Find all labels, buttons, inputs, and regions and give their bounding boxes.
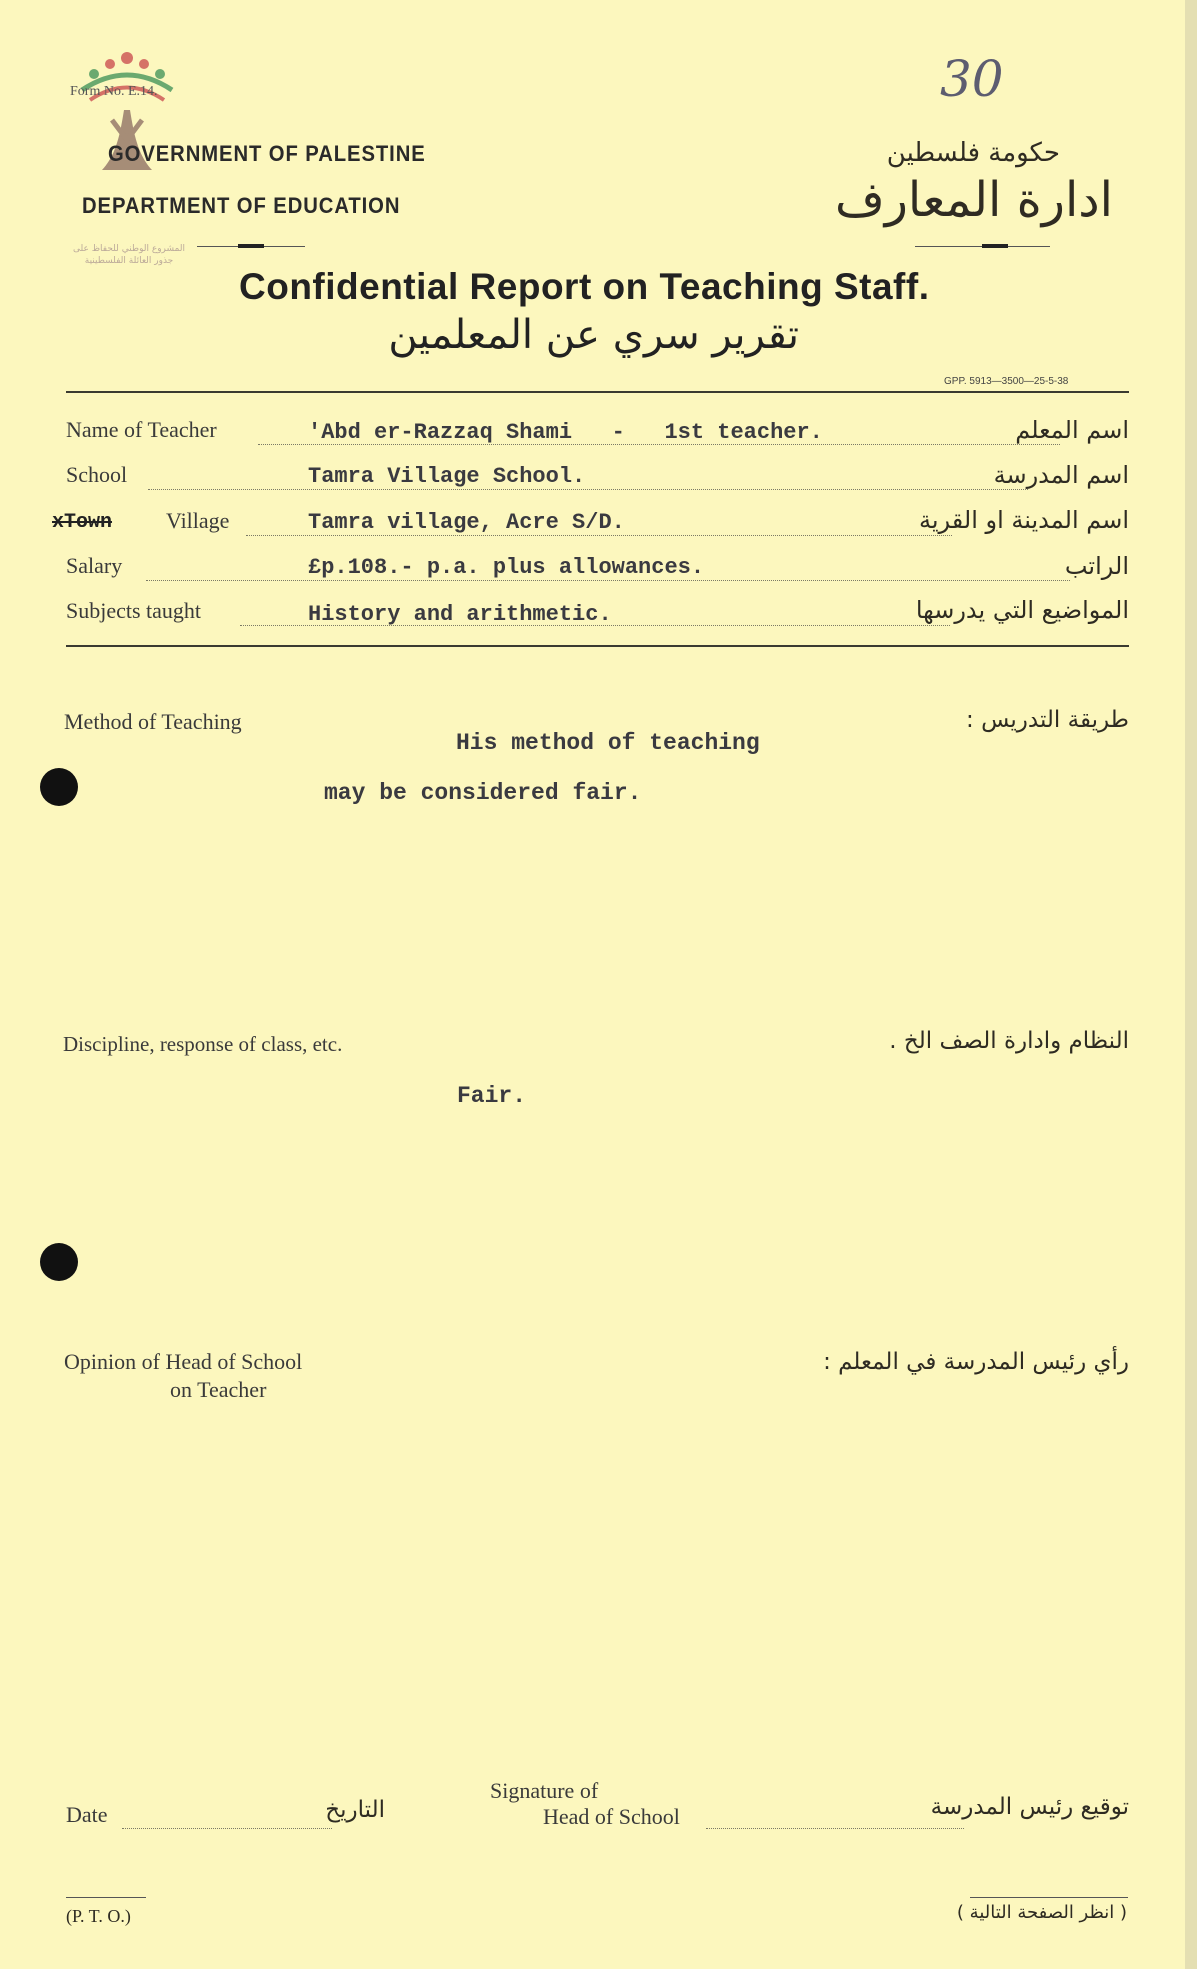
salary-label-ar: الراتب xyxy=(1064,552,1129,580)
report-title-en: Confidential Report on Teaching Staff. xyxy=(239,266,930,307)
signature-dots xyxy=(706,1828,964,1829)
department-title-en: DEPARTMENT OF EDUCATION xyxy=(82,193,401,218)
page-edge-shadow xyxy=(1185,0,1197,1969)
top-divider xyxy=(66,391,1129,393)
date-label: Date xyxy=(66,1802,108,1827)
watermark-caption: المشروع الوطني للحفاظ على جذور العائلة الفلسطينية xyxy=(72,244,185,266)
subjects-taught-label-ar: المواضيع التي يدرسها xyxy=(915,596,1129,624)
village-value: Tamra village, Acre S/D. xyxy=(308,510,625,535)
department-title-ar: ادارة المعارف xyxy=(834,172,1113,228)
method-of-teaching-line-1: His method of teaching xyxy=(456,730,760,756)
town-struck-text: xTown xyxy=(52,511,113,534)
subjects-taught-label: Subjects taught xyxy=(66,598,202,623)
school-label: School xyxy=(66,462,128,487)
discipline-value: Fair. xyxy=(457,1083,527,1109)
method-of-teaching-label-ar: طريقة التدريس : xyxy=(966,707,1129,733)
government-title-ar: حكومة فلسطين xyxy=(886,138,1060,168)
header-right-mark xyxy=(982,244,1008,248)
date-label-ar: التاريخ xyxy=(325,1797,385,1823)
pto-label: (P. T. O.) xyxy=(66,1906,131,1926)
method-of-teaching-label: Method of Teaching xyxy=(64,709,242,734)
subjects-taught-value: History and arithmetic. xyxy=(308,602,612,627)
name-of-teacher-value: 'Abd er-Razzaq Shami - 1st teacher. xyxy=(308,420,823,445)
signature-label-line-1: Signature of xyxy=(490,1778,599,1803)
punch-hole-bottom xyxy=(40,1243,78,1281)
salary-value: £p.108.- p.a. plus allowances. xyxy=(308,555,705,580)
opinion-label-ar: رأي رئيس المدرسة في المعلم : xyxy=(823,1349,1129,1375)
punch-hole-top xyxy=(40,768,78,806)
pto-left-rule xyxy=(66,1897,146,1898)
opinion-label-line-1: Opinion of Head of School xyxy=(64,1349,303,1374)
print-code: GPP. 5913—3500—25-5-38 xyxy=(944,376,1069,387)
method-of-teaching-line-2: may be considered fair. xyxy=(324,780,642,806)
opinion-label-line-2: on Teacher xyxy=(170,1377,267,1402)
village-dots xyxy=(246,535,952,536)
school-label-ar: اسم المدرسة xyxy=(993,461,1129,489)
village-label: Village xyxy=(166,508,230,533)
header-left-mark xyxy=(238,244,264,248)
signature-label-ar: توقيع رئيس المدرسة xyxy=(930,1794,1129,1820)
salary-dots xyxy=(146,580,1070,581)
salary-label: Salary xyxy=(66,553,123,578)
school-dots xyxy=(148,489,1028,490)
discipline-label-ar: النظام وادارة الصف الخ . xyxy=(889,1028,1129,1054)
village-label-ar: اسم المدينة او القرية xyxy=(918,506,1129,534)
date-dots xyxy=(122,1828,332,1829)
name-of-teacher-label: Name of Teacher xyxy=(66,417,217,442)
page-number: 30 xyxy=(940,50,1004,108)
fields-divider xyxy=(66,645,1129,647)
discipline-label: Discipline, response of class, etc. xyxy=(63,1032,343,1056)
name-of-teacher-label-ar: اسم المعلم xyxy=(1015,416,1129,444)
government-title-en: GOVERNMENT OF PALESTINE xyxy=(108,141,426,166)
form-number: Form No. E.14. xyxy=(70,84,158,99)
tree-logo-watermark xyxy=(72,50,182,190)
pto-right-rule xyxy=(970,1897,1128,1898)
school-value: Tamra Village School. xyxy=(308,464,586,489)
report-title-ar: تقرير سري عن المعلمين xyxy=(388,312,799,358)
signature-label-line-2: Head of School xyxy=(543,1804,680,1829)
pto-label-ar: ( انظر الصفحة التالية ) xyxy=(956,1902,1127,1923)
